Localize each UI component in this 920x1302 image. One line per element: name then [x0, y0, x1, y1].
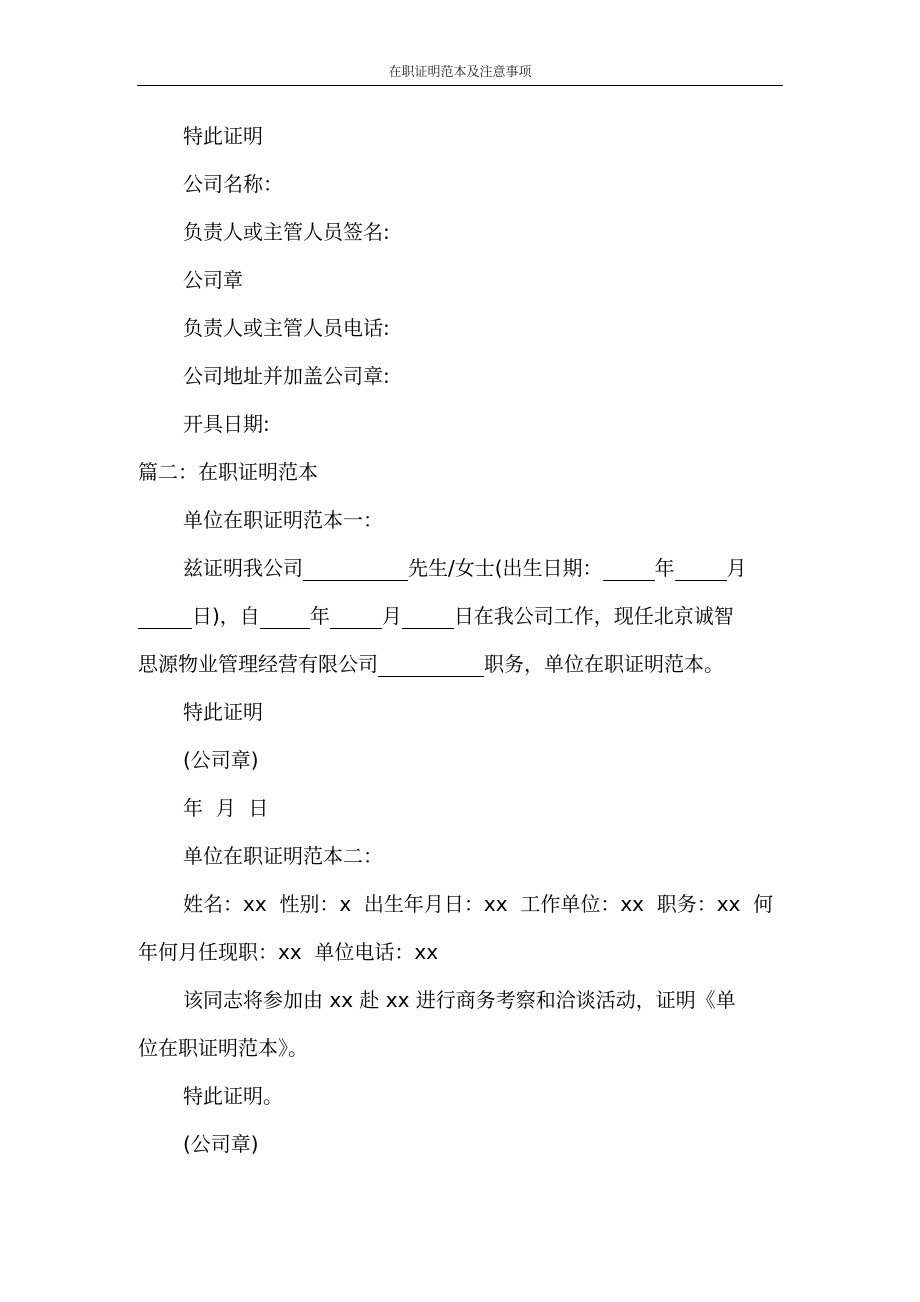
- sample1-title: 单位在职证明范本一：: [183, 508, 383, 532]
- sample2-info-line2: 年何月任现职：xx 单位电话：xx: [138, 940, 439, 964]
- address-field: 公司地址并加盖公司章:: [183, 364, 390, 388]
- start-day-blank: [402, 607, 454, 629]
- issue-date-field: 开具日期:: [183, 412, 270, 436]
- sample1-line1: [138, 544, 783, 592]
- page-header-title: 在职证明范本及注意事项: [388, 65, 532, 80]
- company-name-field: 公司名称：: [183, 172, 283, 196]
- name-blank: [303, 559, 408, 581]
- sample1-line2: [138, 592, 783, 640]
- signature-field: 负责人或主管人员签名:: [183, 220, 390, 244]
- sample1-line2-b: 年: [309, 604, 330, 628]
- sample1-line3-a: 思源物业管理经营有限公司: [138, 652, 378, 676]
- sample1-line2-d: 日在我公司工作，现任北京诚智: [453, 604, 734, 628]
- sample2-activity-line2: 位在职证明范本》。: [138, 1036, 308, 1060]
- position-blank: [378, 655, 484, 677]
- header-divider: [137, 85, 783, 86]
- sample2-seal: (公司章): [183, 1132, 259, 1156]
- start-month-blank: [330, 607, 382, 629]
- sample2-info-line1: 姓名：xx 性别：x 出生年月日：xx 工作单位：xx 职务：xx 何: [183, 892, 774, 916]
- sample1-line2-c: 月: [381, 604, 402, 628]
- sample1-line1-b: 先生/女士(出生日期：: [408, 556, 603, 580]
- sample1-line3-b: 职务，单位在职证明范本。: [484, 652, 724, 676]
- sample1-line1-d: 月: [726, 556, 747, 580]
- seal-text: 公司章: [183, 268, 243, 292]
- birth-month-blank: [675, 559, 727, 581]
- sample1-certify: 特此证明: [183, 700, 263, 724]
- certify-text: 特此证明: [183, 124, 263, 148]
- sample1-seal: (公司章): [183, 748, 259, 772]
- sample1-line1-c: 年: [654, 556, 675, 580]
- birth-year-blank: [603, 559, 655, 581]
- sample1-date: 年 月 日: [183, 796, 269, 820]
- phone-field: 负责人或主管人员电话:: [183, 316, 390, 340]
- sample1-line2-a: 日)，自: [192, 604, 260, 628]
- sample1-line1-a: 兹证明我公司: [183, 556, 303, 580]
- start-year-blank: [260, 607, 310, 629]
- section-heading: 篇二：在职证明范本: [138, 460, 318, 484]
- birth-day-blank: [138, 607, 192, 629]
- sample2-title: 单位在职证明范本二：: [183, 844, 383, 868]
- sample2-activity-line1: 该同志将参加由 xx 赴 xx 进行商务考察和洽谈活动，证明《单: [183, 988, 736, 1012]
- sample2-certify: 特此证明。: [183, 1084, 283, 1108]
- document-body: [138, 112, 783, 1168]
- sample1-line3: [138, 640, 783, 688]
